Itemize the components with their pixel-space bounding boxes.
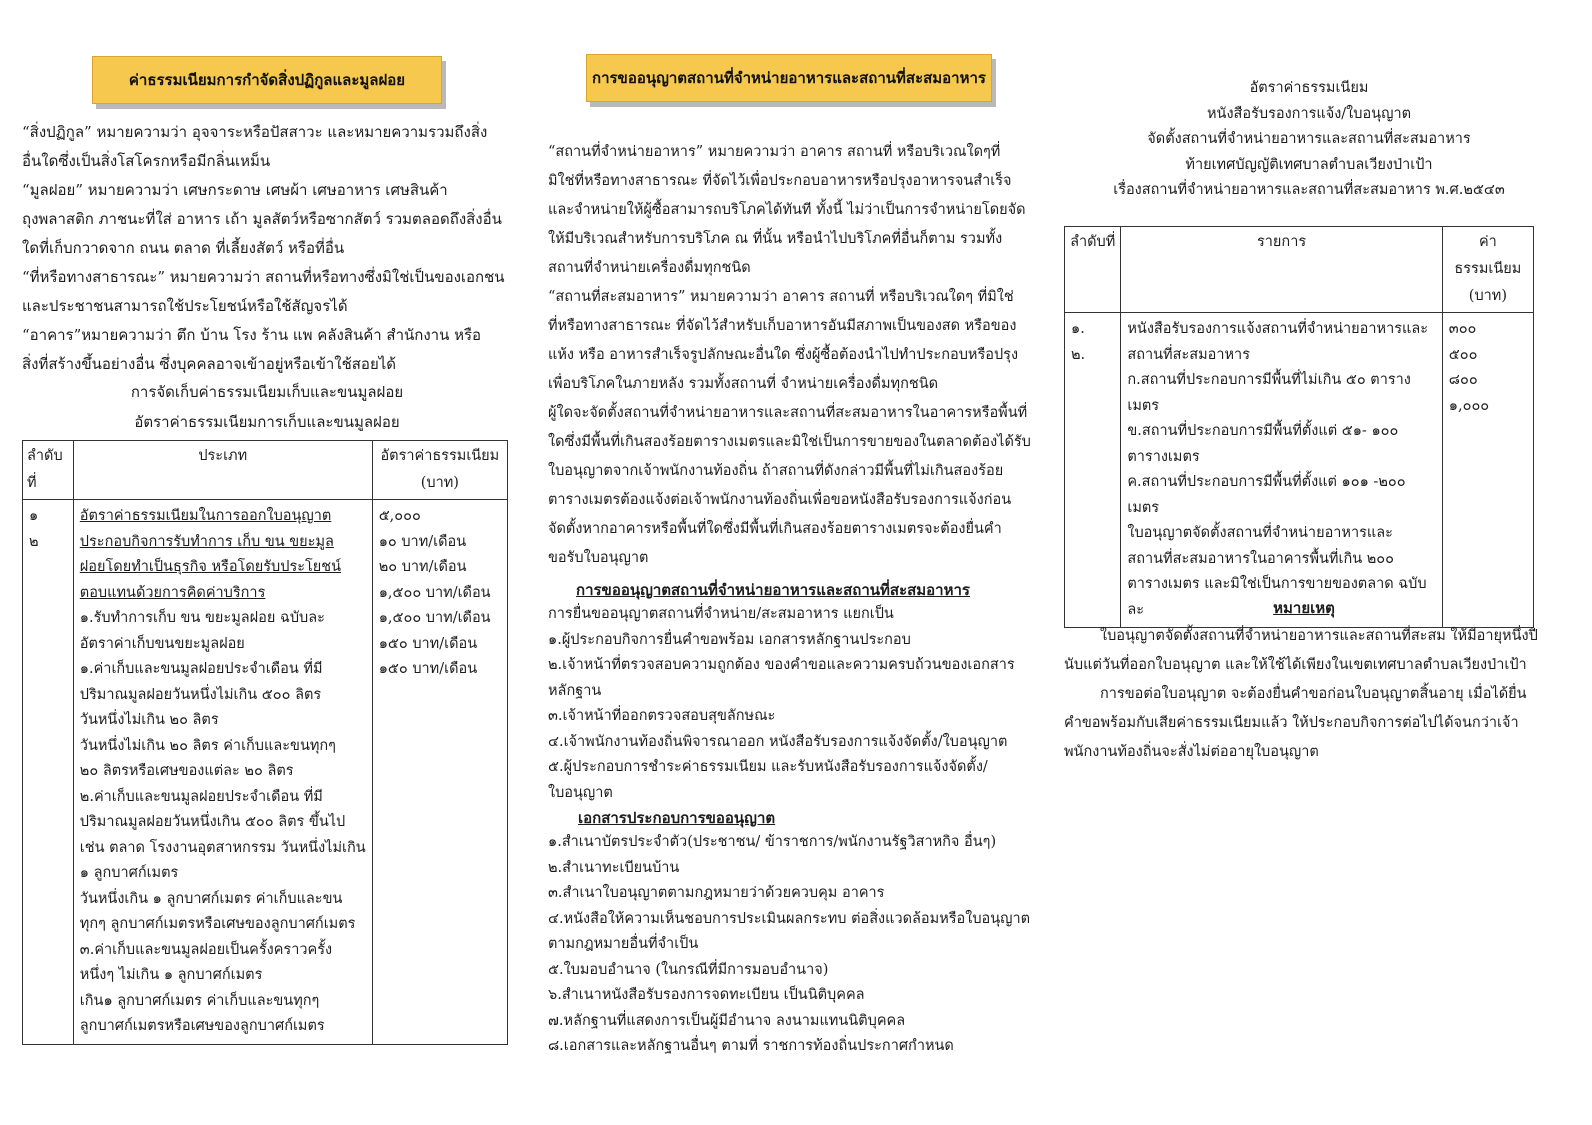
documents-heading: [578, 804, 775, 832]
food-paragraph-line: สถานที่จำหน่ายเครื่องดื่มทุกชนิด: [548, 260, 751, 276]
fee-cell: [1442, 313, 1533, 628]
note-line: ใบอนุญาตจัดตั้งสถานที่จำหน่ายอาหารและสถานที่สะสม ให้มีอายุหนึ่งปี: [1100, 628, 1538, 644]
item-line: เมตร: [1127, 499, 1160, 516]
rate-line: ๕,๐๐๐: [378, 508, 421, 524]
food-paragraph-line: ผู้ใดจะจัดตั้งสถานที่จำหน่ายอาหารและสถานที่สะสมอาหารในอาคารหรือพื้นที่: [548, 405, 1028, 421]
food-paragraph-line: ใดซึ่งมีพื้นที่เกินสองร้อยตารางเมตรและมิใช่เป็นการขายของในตลาดต้องได้รับ: [548, 434, 1031, 450]
waste-fee-title-banner: [92, 56, 442, 104]
document-line: ๖.สำเนาหนังสือรับรองการจดทะเบียน เป็นนิติบุคคล: [548, 987, 865, 1003]
fee-rate-heading-line: ท้ายเทศบัญญัติเทศบาลตำบลเวียงป่าเป้า: [1185, 156, 1433, 173]
type-cell: [73, 500, 372, 1045]
document-line: ๗.หลักฐานที่แสดงการเป็นผู้มีอำนาจ ลงนามแทนนิติบุคคล: [548, 1012, 906, 1029]
type-heading-line: ฝอยโดยทำเป็นธุรกิจ หรือโดยรับประโยชน์: [79, 559, 342, 575]
procedure-line: ใบอนุญาต: [548, 784, 613, 801]
definitions-block: [22, 118, 505, 379]
procedure-line: การยื่นขออนุญาตสถานที่จำหน่าย/สะสมอาหาร แยกเป็น: [548, 606, 894, 622]
rate-line: ๑,๕๐๐ บาท/เดือน: [378, 610, 491, 626]
document-line: ๓.สำเนาใบอนุญาตตามกฎหมายว่าด้วยควบคุม อาคาร: [548, 885, 885, 901]
waste-fee-subheading: การจัดเก็บค่าธรรมเนียมเก็บและขนมูลฝอย: [130, 383, 404, 401]
waste-fee-table: [22, 440, 508, 1045]
column-header-fee: [1442, 227, 1533, 313]
document-line: ๕.ใบมอบอำนาจ (ในกรณีที่มีการมอบอำนาจ): [548, 961, 829, 978]
type-heading-line: ตอบแทนด้วยการคิดค่าบริการ: [79, 584, 266, 601]
definition-line: สิ่งที่สร้างขึ้นอย่างอื่น ซึ่งบุคคลอาจเข้าอยู่หรือเข้าใช้สอยได้: [22, 355, 397, 373]
item-line: ข.สถานที่ประกอบการมีพื้นที่ตั้งแต่ ๕๑- ๑๐๐: [1127, 423, 1399, 439]
type-line: ทุกๆ ลูกบาศก์เมตรหรือเศษของลูกบาศก์เมตร: [79, 916, 356, 932]
food-paragraph-line: ตารางเมตรต้องแจ้งต่อเจ้าพนักงานท้องถิ่นเพื่อขอหนังสือรับรองการแจ้งก่อน: [548, 492, 1012, 508]
header-text: ประเภท: [198, 448, 248, 464]
type-line: หนึ่งๆ ไม่เกิน ๑ ลูกบาศก์เมตร: [79, 967, 263, 983]
item-line: ใบอนุญาตจัดตั้งสถานที่จำหน่ายอาหารและ: [1127, 525, 1393, 541]
item-line: ตารางเมตร: [1127, 448, 1200, 465]
fee-line: ๑,๐๐๐: [1448, 397, 1490, 414]
procedure-line: ๑.ผู้ประกอบกิจการยื่นคำขอพร้อม เอกสารหลักฐานประกอบ: [548, 631, 911, 648]
type-line: ๓.ค่าเก็บและขนมูลฝอยเป็นครั้งคราวครั้ง: [79, 941, 333, 958]
note-line: พนักงานท้องถิ่นจะสั่งไม่ต่ออายุใบอนุญาต: [1064, 744, 1319, 760]
column-header-type: [73, 441, 372, 500]
definition-line: “สิ่งปฏิกูล” หมายความว่า อุจจาระหรือปัสสาวะ และหมายความรวมถึงสิ่ง: [22, 123, 488, 141]
type-line: ๒๐ ลิตรหรือเศษของแต่ละ ๒๐ ลิตร: [79, 763, 294, 779]
rate-line: ๒๐ บาท/เดือน: [378, 559, 467, 575]
table-row: [23, 500, 508, 1045]
definition-line: ถุงพลาสติก ภาชนะที่ใส่ อาหาร เถ้า มูลสัตว์หรือซากสัตว์ รวมตลอดถึงสิ่งอื่น: [22, 210, 502, 228]
definition-line: และประชาชนสามารถใช้ประโยชน์หรือใช้สัญจรได้: [22, 297, 348, 315]
note-block: [1064, 622, 1554, 767]
fee-rate-heading: [1064, 76, 1554, 204]
document-line: ๘.เอกสารและหลักฐานอื่นๆ ตามที่ ราชการท้องถิ่นประกาศกำหนด: [548, 1038, 954, 1054]
food-permit-title-banner: [586, 54, 992, 102]
food-paragraph-line: ที่หรือทางสาธารณะ ที่จัดไว้สำหรับเก็บอาหารอันมีสภาพเป็นของสด หรือของ: [548, 318, 1017, 334]
procedure-line: ๒.เจ้าหน้าที่ตรวจสอบความถูกต้อง ของคำขอและความครบถ้วนของเอกสาร: [548, 657, 1015, 673]
food-paragraph-line: จัดตั้งหากอาคารหรือพื้นที่ใดซึ่งมีพื้นที่เกินสองร้อยตารางเมตรจะต้องยื่นคำ: [548, 521, 1002, 537]
column-header-rate: [372, 441, 507, 500]
definition-line: “ที่หรือทางสาธารณะ” หมายความว่า สถานที่หรือทางซึ่งมิใช่เป็นของเอกชน: [22, 268, 505, 286]
food-paragraph-line: ใบอนุญาตจากเจ้าพนักงานท้องถิ่น ถ้าสถานที่ดังกล่าวมีพื้นที่ไม่เกินสองร้อย: [548, 463, 1004, 479]
type-line: ปริมาณมูลฝอยวันหนึ่งไม่เกิน ๕๐๐ ลิตร: [79, 686, 322, 703]
item-line: ละ: [1127, 601, 1145, 618]
procedure-heading: [576, 576, 970, 604]
item-line: สถานที่สะสมอาหารในอาคารพื้นที่เกิน ๒๐๐: [1127, 550, 1395, 567]
note-heading-text: หมายเหตุ: [1273, 599, 1335, 617]
row-number: ๒.: [1071, 346, 1086, 363]
note-line: นับแต่วันที่ออกใบอนุญาต และให้ใช้ได้เพียงในเขตเทศบาลตำบลเวียงป่าเป้า: [1064, 657, 1527, 673]
food-paragraph-line: “สถานที่สะสมอาหาร” หมายความว่า อาคาร สถานที่ หรือบริเวณใดๆ ที่มิใช่: [548, 289, 1014, 305]
table-header-row: [1065, 227, 1534, 313]
food-paragraph-line: แห้ง หรือ อาหารสำเร็จรูปลักษณะอื่นใด ซึ่งผู้ซื้อต้องนำไปทำประกอบหรือปรุง: [548, 347, 1019, 363]
rate-cell: [372, 500, 507, 1045]
definition-line: อื่นใดซึ่งเป็นสิ่งโสโครกหรือมีกลิ่นเหม็น: [22, 152, 271, 170]
rate-line: ๑๕๐ บาท/เดือน: [378, 661, 478, 677]
definition-line: ใดที่เก็บกวาดจาก ถนน ตลาด ที่เลี้ยงสัตว์ หรือที่อื่น: [22, 239, 345, 257]
fee-rate-heading-line: อัตราค่าธรรมเนียม: [1249, 80, 1369, 96]
item-line: ตารางเมตร และมิใช่เป็นการขายของตลาด ฉบับ: [1127, 576, 1427, 592]
food-definitions-block: [548, 138, 1031, 573]
procedure-line: ๓.เจ้าหน้าที่ออกตรวจสอบสุขลักษณะ: [548, 708, 776, 724]
procedure-line: หลักฐาน: [548, 682, 602, 699]
item-cell: [1121, 313, 1442, 628]
header-text: ค่าธรรมเนียม (บาท): [1454, 234, 1522, 304]
fee-rate-heading-line: จัดตั้งสถานที่จำหน่ายอาหารและสถานที่สะสมอาหาร: [1147, 131, 1471, 147]
documents-heading-text: เอกสารประกอบการขออนุญาต: [578, 809, 776, 827]
item-line: ค.สถานที่ประกอบการมีพื้นที่ตั้งแต่ ๑๐๑ -๒๐๐: [1127, 474, 1406, 490]
column-header-no: [23, 441, 74, 500]
document-line: ตามกฎหมายอื่นที่จำเป็น: [548, 936, 699, 952]
food-paragraph-line: และจำหน่ายให้ผู้ซื้อสามารถบริโภคได้ทันที ทั้งนี้ ไม่ว่าเป็นการจำหน่ายโดยจัด: [548, 202, 1026, 218]
food-paragraph-line: “สถานที่จำหน่ายอาหาร” หมายความว่า อาคาร สถานที่ หรือบริเวณใดๆที่: [548, 144, 1001, 160]
table-header-row: [23, 441, 508, 500]
procedure-list: [548, 602, 1028, 806]
type-heading-line: อัตราค่าธรรมเนียมในการออกใบอนุญาต: [79, 508, 332, 524]
waste-rate-subheading: อัตราค่าธรรมเนียมการเก็บและขนมูลฝอย: [134, 413, 400, 431]
row-number: ๑.: [1071, 321, 1085, 337]
no-cell: [1065, 313, 1121, 628]
type-line: อัตราค่าเก็บขนขยะมูลฝอย: [79, 635, 245, 652]
note-line: การขอต่อใบอนุญาต จะต้องยื่นคำขอก่อนใบอนุญาตสิ้นอายุ เมื่อได้ยื่น: [1100, 686, 1527, 702]
item-line: สถานที่สะสมอาหาร: [1127, 346, 1250, 363]
row-number: ๒: [29, 533, 39, 550]
procedure-line: ๕.ผู้ประกอบการชำระค่าธรรมเนียม และรับหนังสือรับรองการแจ้งจัดตั้ง/: [548, 759, 988, 775]
type-heading-line: ประกอบกิจการรับทำการ เก็บ ขน ขยะมูล: [79, 533, 334, 550]
item-line: ก.สถานที่ประกอบการมีพื้นที่ไม่เกิน ๕๐ ตาราง: [1127, 372, 1411, 388]
food-paragraph-line: ให้มีบริเวณสำหรับการบริโภค ณ ที่นั้น หรือนำไปบริโภคที่อื่นก็ตาม รวมทั้ง: [548, 231, 1003, 247]
fee-rate-heading-line: หนังสือรับรองการแจ้ง/ใบอนุญาต: [1206, 105, 1411, 122]
no-cell: [23, 500, 74, 1045]
procedure-line: ๔.เจ้าพนักงานท้องถิ่นพิจารณาออก หนังสือรับรองการแจ้งจัดตั้ง/ใบอนุญาต: [548, 733, 1008, 750]
type-line: เช่น ตลาด โรงงานอุตสาหกรรม วันหนึ่งไม่เกิน: [79, 839, 366, 856]
document-line: ๔.หนังสือให้ความเห็นชอบการประเมินผลกระทบ ต่อสิ่งแวดล้อมหรือใบอนุญาต: [548, 910, 1031, 927]
table-row: [1065, 313, 1534, 628]
type-line: ๑.ค่าเก็บและขนมูลฝอยประจำเดือน ที่มี: [79, 661, 323, 677]
rate-line: ๑๐ บาท/เดือน: [378, 533, 467, 550]
food-paragraph-line: ขอรับใบอนุญาต: [548, 550, 649, 566]
food-paragraph-line: เพื่อบริโภคในภายหลัง รวมทั้งสถานที่ จำหน่ายเครื่องดื่มทุกชนิด: [548, 376, 939, 392]
header-text: ลำดับที่: [27, 448, 63, 491]
note-heading: [1064, 594, 1544, 622]
header-text: รายการ: [1257, 234, 1307, 250]
type-line: ๒.ค่าเก็บและขนมูลฝอยประจำเดือน ที่มี: [79, 788, 323, 805]
food-fee-table: [1064, 226, 1534, 628]
procedure-heading-text: การขออนุญาตสถานที่จำหน่ายอาหารและสถานที่สะสมอาหาร: [576, 581, 970, 599]
type-line: ลูกบาศก์เมตรหรือเศษของลูกบาศก์เมตร: [79, 1018, 325, 1034]
item-line: เมตร: [1127, 397, 1160, 414]
type-line: วันหนึ่งไม่เกิน ๒๐ ลิตร: [79, 712, 219, 728]
food-permit-title: การขออนุญาตสถานที่จำหน่ายอาหารและสถานที่สะสมอาหาร: [592, 69, 986, 87]
documents-list: [548, 830, 1031, 1060]
header-text: ลำดับที่: [1070, 234, 1116, 250]
fee-line: ๓๐๐: [1448, 321, 1477, 337]
type-line: เกิน๑ ลูกบาศก์เมตร ค่าเก็บและขนทุกๆ: [79, 992, 320, 1009]
note-line: คำขอพร้อมกับเสียค่าธรรมเนียมแล้ว ให้ประกอบกิจการต่อไปได้จนกว่าเจ้า: [1064, 715, 1519, 731]
fee-rate-heading-line: เรื่องสถานที่จำหน่ายอาหารและสถานที่สะสมอาหาร พ.ศ.๒๕๔๓: [1113, 182, 1505, 198]
type-line: วันหนึ่งไม่เกิน ๒๐ ลิตร ค่าเก็บและขนทุกๆ: [79, 737, 336, 754]
type-line: ๑.รับทำการเก็บ ขน ขยะมูลฝอย ฉบับละ: [79, 610, 325, 626]
document-line: ๒.สำเนาทะเบียนบ้าน: [548, 859, 680, 876]
food-paragraph-line: มิใช่ที่หรือทางสาธารณะ ที่จัดไว้เพื่อประกอบอาหารหรือปรุงอาหารจนสำเร็จ: [548, 173, 1012, 189]
document-line: ๑.สำเนาบัตรประจำตัว(ประชาชน/ ข้าราชการ/พนักงานรัฐวิสาหกิจ อื่นๆ): [548, 834, 997, 850]
column-header-no: [1065, 227, 1121, 313]
row-number: ๑: [29, 508, 39, 524]
column-header-item: [1121, 227, 1442, 313]
rate-line: ๑๕๐ บาท/เดือน: [378, 635, 478, 652]
header-text: อัตราค่าธรรมเนียม (บาท): [380, 448, 500, 491]
fee-line: ๕๐๐: [1448, 346, 1478, 363]
type-line: ปริมาณมูลฝอยวันหนึ่งเกิน ๕๐๐ ลิตร ขึ้นไป: [79, 814, 346, 830]
definition-line: “อาคาร”หมายความว่า ตึก บ้าน โรง ร้าน แพ คลังสินค้า สำนักงาน หรือ: [22, 326, 482, 344]
rate-line: ๑,๕๐๐ บาท/เดือน: [378, 584, 491, 601]
type-line: ๑ ลูกบาศก์เมตร: [79, 865, 179, 881]
fee-line: ๘๐๐: [1448, 372, 1478, 388]
definition-line: “มูลฝอย” หมายความว่า เศษกระดาษ เศษผ้า เศษอาหาร เศษสินค้า: [22, 181, 448, 199]
waste-fee-title: ค่าธรรมเนียมการกำจัดสิ่งปฏิกูลและมูลฝอย: [128, 71, 406, 89]
type-line: วันหนึ่งเกิน ๑ ลูกบาศก์เมตร ค่าเก็บและขน: [79, 890, 343, 907]
item-line: หนังสือรับรองการแจ้งสถานที่จำหน่ายอาหารและ: [1127, 321, 1429, 337]
